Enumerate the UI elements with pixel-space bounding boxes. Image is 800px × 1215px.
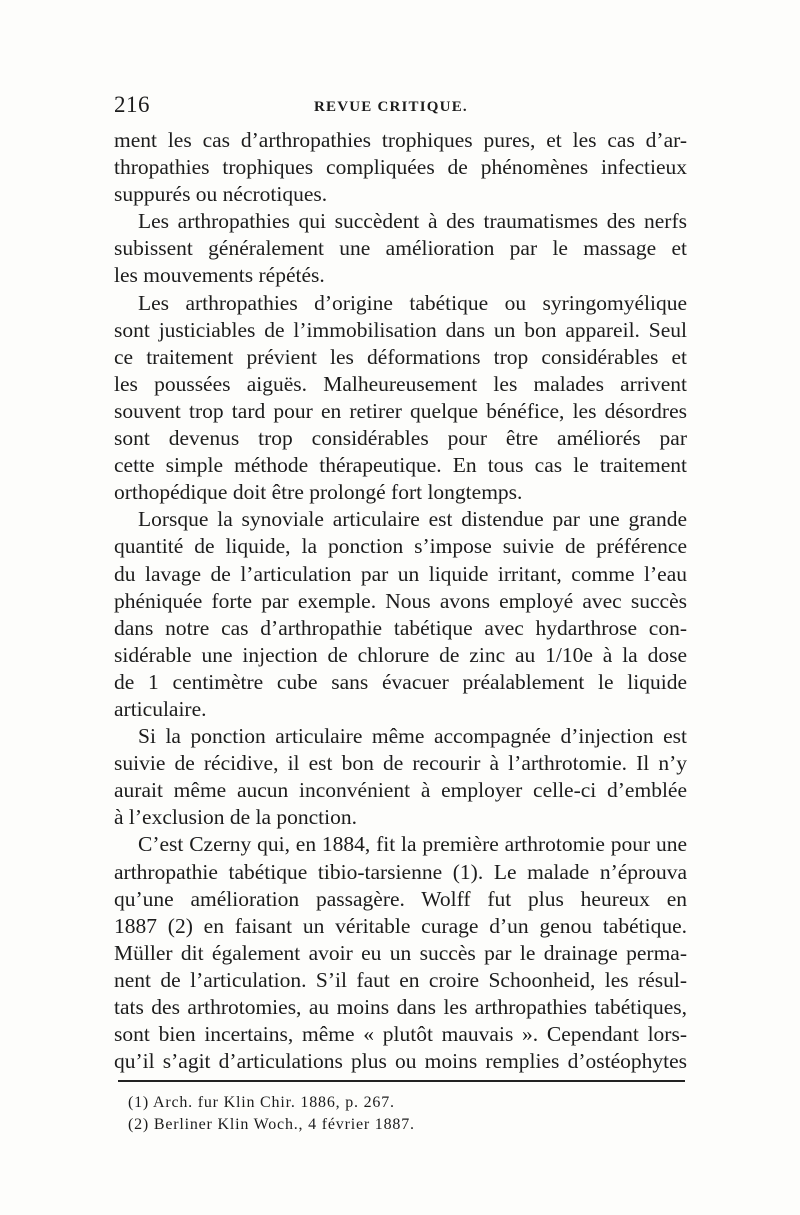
text-line: Les arthropathies qui succèdent à des traumatismes des nerfs — [138, 209, 687, 234]
text-line: ment les cas d’arthropathies trophiques pures, et les cas d’ar- — [114, 128, 687, 152]
text-line: souvent trop tard pour en retirer quelque bénéfice, les désordres — [114, 398, 687, 423]
footnote-1: (1) Arch. fur Klin Chir. 1886, p. 267. — [128, 1094, 395, 1111]
text-line: à l’exclusion de la ponction. — [114, 805, 357, 830]
text-line: arthropathie tabétique tibio-tarsienne (1). Le malade n’éprouva — [114, 859, 687, 884]
page-header — [114, 92, 687, 122]
running-head: REVUE CRITIQUE. — [314, 99, 468, 115]
text-line: de 1 centimètre cube sans évacuer préalablement le liquide — [114, 669, 687, 694]
text-line: aurait même aucun inconvénient à employer celle-ci d’emblée — [114, 778, 687, 803]
text-line: Si la ponction articulaire même accompagnée d’injection est — [138, 724, 687, 749]
text-line: orthopédique doit être prolongé fort longtemps. — [114, 480, 523, 505]
footnote-divider — [118, 1080, 685, 1082]
text-line: suppurés ou nécrotiques. — [114, 182, 328, 207]
body-text — [114, 127, 687, 1075]
text-line: Müller dit également avoir eu un succès par le drainage perma- — [114, 940, 687, 965]
text-line: les mouvements répétés. — [114, 263, 325, 288]
text-line: du lavage de l’articulation par un liquide irritant, comme l’eau — [114, 561, 687, 586]
text-line: sidérable une injection de chlorure de zinc au 1/10e à la dose — [114, 642, 687, 667]
text-line: les poussées aiguës. Malheureusement les malades arrivent — [114, 371, 687, 396]
footnotes — [128, 1092, 668, 1136]
text-line: C’est Czerny qui, en 1884, fit la première arthrotomie pour une — [138, 832, 687, 857]
text-line: nent de l’articulation. S’il faut en croire Schoonheid, les résul- — [114, 967, 687, 992]
text-line: 1887 (2) en faisant un véritable curage d’un genou tabétique. — [114, 913, 687, 938]
page-number: 216 — [114, 92, 150, 117]
text-line: cette simple méthode thérapeutique. En tous cas le traitement — [114, 453, 687, 478]
text-line: dans notre cas d’arthropathie tabétique avec hydarthrose con- — [114, 615, 687, 640]
text-line: subissent généralement une amélioration par le massage et — [114, 236, 687, 261]
text-line: ce traitement prévient les déformations trop considérables et — [114, 344, 687, 369]
text-line: Les arthropathies d’origine tabétique ou syringomyélique — [138, 290, 687, 315]
footnote-2: (2) Berliner Klin Woch., 4 février 1887. — [128, 1116, 415, 1133]
text-line: sont bien incertains, même « plutôt mauvais ». Cependant lors- — [114, 1022, 687, 1047]
text-line: qu’il s’agit d’articulations plus ou moins remplies d’ostéophytes — [114, 1049, 687, 1074]
text-line: thropathies trophiques compliquées de phénomènes infectieux — [114, 155, 687, 180]
text-line: Lorsque la synoviale articulaire est distendue par une grande — [138, 507, 687, 532]
text-line: phéniquée forte par exemple. Nous avons employé avec succès — [114, 588, 687, 613]
text-line: suivie de récidive, il est bon de recourir à l’arthrotomie. Il n’y — [114, 751, 687, 776]
text-line: sont justiciables de l’immobilisation dans un bon appareil. Seul — [114, 317, 687, 342]
text-line: sont devenus trop considérables pour être améliorés par — [114, 426, 687, 451]
text-line: quantité de liquide, la ponction s’impose suivie de préférence — [114, 534, 687, 559]
text-line: tats des arthrotomies, au moins dans les arthropathies tabétiques, — [114, 995, 687, 1019]
text-line: articulaire. — [114, 696, 207, 721]
text-line: qu’une amélioration passagère. Wolff fut plus heureux en — [114, 886, 687, 911]
